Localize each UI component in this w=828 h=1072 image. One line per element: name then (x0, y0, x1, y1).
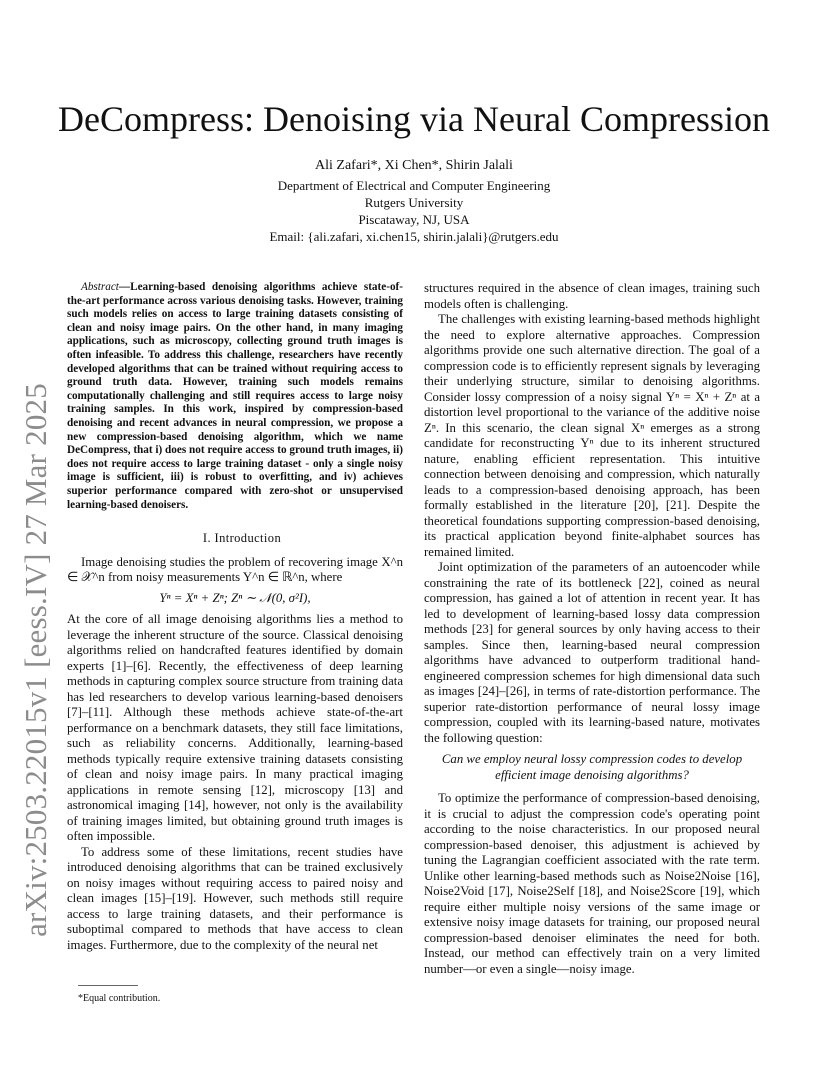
arxiv-id-text: arXiv:2503.22015v1 [eess.IV] 27 Mar 2025 (18, 383, 53, 937)
intro-paragraph-2: At the core of all image denoising algorithms lies a method to leverage the inherent structure of the source. Classical denoising algorithms relied on handcrafted features identified by domain experts [1]–[6]. Recently, the effectiveness of deep learning methods in capturing complex source structure from training data has led researchers to develop various learning-based denoisers [7]–[11]. Although these methods achieve state-of-the-art performance on a benchmark datasets, they still face limitations, such as reliability concerns. Additionally, learning-based methods typically require extensive training datasets consisting of clean and noisy image pairs. In many practical imaging applications in remote sensing [12], microscopy [13] and astronomical imaging [14], however, not only is the availability of training images limited, but obtaining ground truth images is often impossible. (67, 612, 403, 844)
author-list: Ali Zafari*, Xi Chen*, Shirin Jalali (315, 158, 513, 173)
intro-paragraph-1: Image denoising studies the problem of recovering image X^n ∈ 𝒳^n from noisy measurements Y^n ∈ ℝ^n, where (67, 554, 403, 585)
footnote: *Equal contribution. (78, 993, 161, 1004)
abstract-text: Learning-based denoising algorithms achieve state-of-the-art performance across various denoising tasks. However, training such models relies on access to large training datasets consisting of clean and noisy image pairs. On the other hand, in many imaging applications, such as microscopy, collecting ground truth images is often infeasible. To address this challenge, researchers have recently developed algorithms that can be trained without requiring access to ground truth data. However, training such models remains computationally challenging and still requires access to large noisy training samples. In this work, inspired by compression-based denoising and recent advances in neural compression, we propose a new compression-based denoising algorithm, which we name DeCompress, that i) does not require access to ground truth images, ii) does not require access to large training dataset - only a single noisy image is sufficient, iii) is robust to overfitting, and iv) achieves superior performance compared with zero-shot or unsupervised learning-based denoisers. (67, 281, 403, 511)
paper-title: DeCompress: Denoising via Neural Compression (58, 99, 770, 139)
section-heading-introduction: I. Introduction (202, 531, 282, 546)
affiliation-location: Piscataway, NJ, USA (358, 212, 470, 227)
right-paragraph-3: To optimize the performance of compression-based denoising, it is crucial to adjust the compression code's operating point according to the noise characteristics. In our proposed neural compression-based denoiser, this adjustment is achieved by tuning the Lagrangian coefficient associated with the rate term. Unlike other learning-based methods such as Noise2Noise [16], Noise2Void [17], Noise2Self [18], and Noise2Score [19], which require either multiple noisy versions of the same image or extensive noisy image datasets for training, our proposed neural compression-based denoiser eliminates the need for both. Instead, our method can effectively train on a very limited number—or even a single—noisy image. (424, 791, 760, 976)
right-column (424, 281, 760, 977)
noise-model-equation: Yⁿ = Xⁿ + Zⁿ; Zⁿ ∼ 𝒩(0, σ²I), (159, 590, 311, 605)
right-paragraph-1: The challenges with existing learning-based methods highlight the need to explore alternative approaches. Compression algorithms provide one such alternative direction. The goal of a compression code is to efficiently represent signals by leveraging their underlying structure, similar to denoising algorithms. Consider lossy compression of a noisy signal Yⁿ = Xⁿ + Zⁿ at a distortion level proportional to the variance of the additive noise Zⁿ. In this scenario, the clean signal Xⁿ emerges as a strong candidate for reconstructing Yⁿ due to its inherent structured nature, enabling efficient representation. This intuitive connection between denoising and compression, which naturally leads to a compression-based denoising approach, has been formally established in the literature [20], [21]. Despite the theoretical foundations supporting compression-based denoising, its practical application beyond finite-alphabet sources has remained limited. (424, 312, 760, 559)
abstract-label: Abstract (81, 281, 119, 293)
abstract: Abstract—Learning-based denoising algorithms achieve state-of-the-art performance across various denoising tasks. However, training such models relies on access to large training datasets consisting of clean and noisy image pairs. On the other hand, in many imaging applications, such as microscopy, collecting ground truth images is often infeasible. To address this challenge, researchers have recently developed algorithms that can be trained without requiring access to ground truth data. However, training such models remains computationally challenging and still requires access to large noisy training samples. In this work, inspired by compression-based denoising and recent advances in neural compression, we propose a new compression-based denoising algorithm, which we name DeCompress, that i) does not require access to ground truth images, ii) does not require access to large training dataset - only a single noisy image is sufficient, iii) is robust to overfitting, and iv) achieves superior performance compared with zero-shot or unsupervised learning-based denoisers. (67, 281, 403, 511)
author-emails: Email: {ali.zafari, xi.chen15, shirin.jalali}@rutgers.edu (269, 229, 559, 244)
affiliation-university: Rutgers University (364, 195, 464, 210)
intro-paragraph-3: To address some of these limitations, recent studies have introduced denoising algorithms that can be trained exclusively on noisy images without requiring access to paired noisy and clean images [15]–[19]. However, such methods still require access to large training datasets, and their performance is suboptimal compared to methods that have access to clean images. Furthermore, due to the complexity of the neural net (67, 844, 403, 952)
right-paragraph-2: Joint optimization of the parameters of an autoencoder while constraining the rate of its bottleneck [22], coined as neural compression, has gained a lot of attention in recent year. It has led to development of learning-based lossy data compression methods [23] for general sources by only having access to their samples. Since then, learning-based neural compression algorithms have advanced to outperform traditional hand-engineered compression schemes for high dimensional data such as images [24]–[26], in terms of rate-distortion performance. The superior rate-distortion performance of neural lossy image compression, coupled with its learning-based nature, motivates the following question: (424, 560, 760, 745)
right-paragraph-0: structures required in the absence of clean images, training such models often is challenging. (424, 281, 760, 311)
affiliation-dept: Department of Electrical and Computer Engineering (277, 178, 551, 193)
left-column (67, 281, 403, 953)
footnote-rule (78, 985, 138, 986)
research-question: Can we employ neural lossy compression codes to develop efficient image denoising algorithms? (441, 752, 743, 782)
